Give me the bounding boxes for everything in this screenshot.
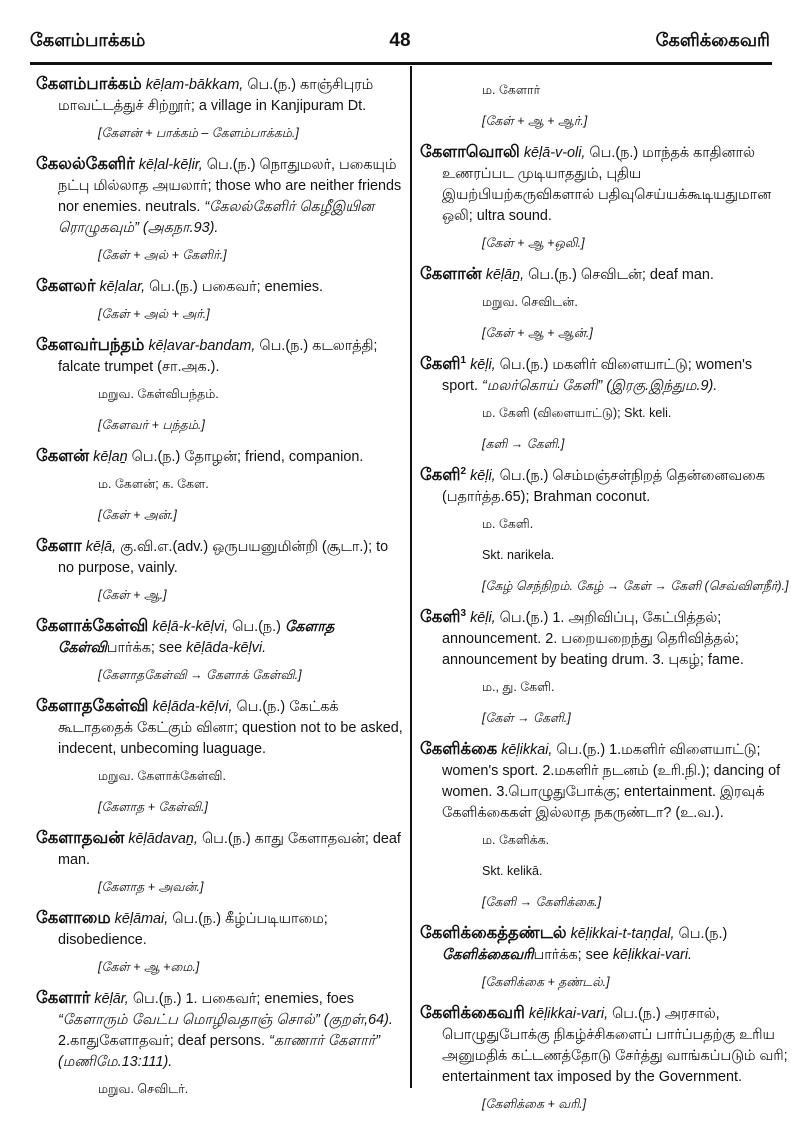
etymology: [கேள் + ஆ + ஆன்.] xyxy=(482,326,593,340)
cognates: ம., து. கேளி. xyxy=(482,680,555,694)
cross-reference-label: பார்க்க; see xyxy=(533,947,609,963)
cognates: மறுவ. கேளாக்கேள்வி. xyxy=(98,769,226,783)
transliteration: kēḷikkai-t-taṇḍal, xyxy=(570,926,675,942)
definition: பெ.(ந.) செம்மஞ்சள்நிறத் தென்னைவகை (பதார்த்த.65); Brahman coconut. xyxy=(442,468,765,505)
homonym-number: 2 xyxy=(460,466,467,478)
transliteration: kēḷalar, xyxy=(99,279,146,295)
definition: பெ.(ந.) தோழன்; friend, companion. xyxy=(131,449,364,465)
headword: கேளாதவன் xyxy=(36,829,125,847)
definition: பெ.(ந.) காது கேளாதவன்; deaf man. xyxy=(58,831,401,868)
dictionary-entry xyxy=(36,154,406,266)
definition: பெ.(ந.) 1.மகளிர் விளையாட்டு; women's sport. 2.மகளிர் நடனம் (உரி.நி.); dancing of women. 3.பொழுதுபோக்கு; entertainment. இரவுக் கேளிக்கைகள் இல்லாத நகருண்டா? (உ.வ.). xyxy=(442,742,781,821)
citation-quote-2: “காணார் கேளார்” (மணிமே.13:111). xyxy=(58,1033,381,1070)
dictionary-entry xyxy=(36,446,406,526)
etymology: [கேளாத + கேள்வி.] xyxy=(98,800,208,814)
citation-quote: “கேலல்கேளிர் கெழீஇயின ரொழுகவும்” xyxy=(58,199,375,236)
transliteration: kēḷaṉ xyxy=(93,449,128,465)
definition: பெ.(ந.) அரசால், பொழுதுபோக்கு நிகழ்ச்சிகளைப் பார்ப்பதற்கு உரிய அனுமதிக் கட்டணத்தோடு சேர்த்து வாங்கப்படும் வரி; entertainment tax imposed by the Government. xyxy=(442,1006,788,1085)
headword: கேளாவொலி xyxy=(420,143,520,161)
headword: கேளவர்பந்தம் xyxy=(36,336,145,354)
headword: கேளாக்கேள்வி xyxy=(36,617,149,635)
homonym-number: 3 xyxy=(460,608,467,620)
cognates: ம. கேளன்; க. கேள. xyxy=(98,477,209,491)
transliteration: kēḷār, xyxy=(94,991,129,1007)
transliteration: kēḷā, xyxy=(85,539,117,555)
definition: கு.வி.எ.(adv.) ஒருபயனுமின்றி (சூடா.); to no purpose, vainly. xyxy=(58,539,389,576)
etymology: [களி → கேளி.] xyxy=(482,437,565,451)
transliteration: kēḷā-v-oli, xyxy=(523,145,586,161)
definition: பெ.(ந.) 1. அறிவிப்பு, கேட்பித்தல்; announcement. 2. பறையறைந்து தெரிவித்தல்; announcement by beating drum. 3. புகழ்; fame. xyxy=(442,610,744,668)
headword: கேளாதகேள்வி xyxy=(36,697,149,715)
definition: பெ.(ந.) கீழ்ப்படியாமை; disobedience. xyxy=(58,911,328,948)
cognates: ம. கேளி. xyxy=(482,517,534,531)
dictionary-entry xyxy=(36,828,406,898)
dictionary-entry xyxy=(36,696,406,818)
cognates: மறுவ. செவிடன். xyxy=(482,295,578,309)
dictionary-entry xyxy=(420,354,790,455)
cognates: ம. கேளார் xyxy=(482,83,541,97)
dictionary-entry xyxy=(36,616,406,686)
headword: கேளா xyxy=(36,537,82,555)
cognates: மறுவ. செவிடர். xyxy=(98,1082,189,1096)
etymology: [கேள் + அன்.] xyxy=(98,508,177,522)
citation-ref: (அகநா.93). xyxy=(142,220,219,236)
headword: கேளி xyxy=(420,608,461,626)
cross-reference-translit: kēḷāda-kēḷvi. xyxy=(186,640,267,656)
dictionary-entry xyxy=(420,739,790,913)
cognates-sanskrit: Skt. kelikā. xyxy=(482,864,543,878)
headword: கேளிக்கைவரி xyxy=(420,1004,525,1022)
dictionary-entry xyxy=(36,335,406,436)
transliteration: kēḷādavaṉ, xyxy=(128,831,198,847)
etymology: [கேளன் + பாக்கம் – கேளம்பாக்கம்.] xyxy=(98,126,299,140)
homonym-number: 1 xyxy=(460,355,467,367)
citation-quote: “கேளாரும் வேட்ப மொழிவதாஞ் சொல்” xyxy=(58,1012,320,1028)
definition: பெ.(ந.) பகைவர்; enemies. xyxy=(149,279,324,295)
dictionary-entry xyxy=(420,465,790,597)
definition: பெ.(ந.) கேட்கக் கூடாததைக் கேட்கும் வினா; question not to be asked, indecent, unbecoming luaguage. xyxy=(58,699,403,757)
etymology: [கேளிக்கை + தண்டல்.] xyxy=(482,975,610,989)
page-header xyxy=(30,30,770,64)
etymology: [கேழ் செந்நிறம். கேழ் → கேள் → கேளி (செவ்விளநீர்).] xyxy=(482,579,789,593)
definition: பெ.(ந.) xyxy=(232,619,281,635)
headword: கேளார் xyxy=(36,989,91,1007)
header-right-guideword: கேளிக்கைவரி xyxy=(655,30,770,50)
headword: கேளலர் xyxy=(36,277,96,295)
headword: கேளி xyxy=(420,355,461,373)
dictionary-entry xyxy=(36,536,406,606)
headword: கேலல்கேளிர் xyxy=(36,155,135,173)
definition: பெ.(ந.) 1. பகைவர்; enemies, foes xyxy=(132,991,354,1007)
etymology: [கேளிக்கை + வரி.] xyxy=(482,1097,587,1111)
etymology: [கேள் + ஆ +மை.] xyxy=(98,960,200,974)
etymology: [கேள் + அல் + கேளிர்.] xyxy=(98,248,227,262)
definition-sense-2: 2.காதுகேளாதவர்; deaf persons. xyxy=(58,1033,265,1049)
definition: பெ.(ந.) மகளிர் விளையாட்டு; women's sport. xyxy=(442,357,753,394)
definition: பெ.(ந.) கடலாத்தி; falcate trumpet (சா.அக.). xyxy=(58,338,378,375)
headword: கேளிக்கைத்தண்டல் xyxy=(420,924,567,942)
dictionary-entry xyxy=(36,908,406,978)
transliteration: kēḷikkai, xyxy=(501,742,553,758)
headword: கேளன் xyxy=(36,447,90,465)
etymology: [கேளி → கேளிக்கை.] xyxy=(482,895,602,909)
dictionary-entry xyxy=(420,607,790,729)
right-column xyxy=(420,74,790,1125)
dictionary-entry xyxy=(420,1003,790,1115)
cognates: ம. கேளிக்க. xyxy=(482,833,550,847)
transliteration: kēḷam-bākkam, xyxy=(145,77,244,93)
dictionary-entry xyxy=(420,923,790,993)
headword: கேளி xyxy=(420,466,461,484)
headword: கேளிக்கை xyxy=(420,740,498,758)
header-rule xyxy=(30,62,772,65)
dictionary-entry xyxy=(420,264,790,344)
transliteration: kēḷikkai-vari, xyxy=(528,1006,609,1022)
citation-quote: “மலர்கொய் கேளி” xyxy=(482,378,603,394)
transliteration: kēḷi, xyxy=(470,468,496,484)
definition: பெ.(ந.) மாந்தக் காதினால் உணரப்பட முடியாததும், புதிய இயற்பியற்கருவிகளால் பதிவுசெய்யக்கூடியதுமான ஒலி; ultra sound. xyxy=(442,145,772,224)
definition: பெ.(ந.) காஞ்சிபுரம் மாவட்டத்துச் சிற்றூர்; a village in Kanjipuram Dt. xyxy=(58,77,374,114)
transliteration: kēḷi, xyxy=(470,357,496,373)
etymology: [கேளாதகேள்வி → கேளாக் கேள்வி.] xyxy=(98,668,302,682)
transliteration: kēḷavar-bandam, xyxy=(148,338,256,354)
etymology: [கேள் + ஆ.] xyxy=(98,588,167,602)
header-left-guideword: கேளம்பாக்கம் xyxy=(30,30,146,50)
citation-ref: (குறள்,64). xyxy=(323,1012,393,1028)
definition: பெ.(ந.) xyxy=(678,926,728,942)
dictionary-entry xyxy=(36,276,406,325)
headword: கேளாமை xyxy=(36,909,111,927)
definition: பெ.(ந.) நொதுமலர், பகையும் நட்பு மில்லாத அயலார்; those who are neither friends nor enemies. neutrals. xyxy=(58,157,402,215)
etymology: [கேளவர் + பந்தம்.] xyxy=(98,418,205,432)
cognates: மறுவ. கேள்விபந்தம். xyxy=(98,387,219,401)
column-divider xyxy=(410,66,412,1088)
left-column xyxy=(36,74,406,1110)
etymology: [கேள் → கேளி.] xyxy=(482,711,571,725)
transliteration: kēḷāda-kēḷvi, xyxy=(152,699,233,715)
cross-reference-label: பார்க்க; see xyxy=(106,640,183,656)
transliteration: kēḷā-k-kēḷvi, xyxy=(152,619,229,635)
headword: கேளான் xyxy=(420,265,482,283)
etymology: [கேள் + ஆ + ஆர்.] xyxy=(482,114,588,128)
definition: பெ.(ந.) செவிடன்; deaf man. xyxy=(528,267,714,283)
dictionary-entry xyxy=(36,74,406,144)
etymology: [கேள் + ஆ +ஒலி.] xyxy=(482,236,585,250)
dictionary-entry-continuation xyxy=(420,80,790,132)
transliteration: kēḷāṉ, xyxy=(485,267,525,283)
cognates: ம. கேளி (விளையாட்டு); Skt. keli. xyxy=(482,406,672,420)
transliteration: kēḷāmai, xyxy=(114,911,169,927)
cognates-sanskrit: Skt. narikela. xyxy=(482,548,555,562)
transliteration: kēḷal-kēḷir, xyxy=(138,157,203,173)
transliteration: kēḷi, xyxy=(470,610,496,626)
cross-reference: கேளிக்கைவரி xyxy=(442,947,534,963)
cross-reference: கேளாத கேள்வி xyxy=(58,619,335,656)
headword: கேளம்பாக்கம் xyxy=(36,75,142,93)
cross-reference-translit: kēḷikkai-vari. xyxy=(612,947,693,963)
etymology: [கேள் + அல் + அர்.] xyxy=(98,307,210,321)
citation-ref: (இரகு.இந்தும.9). xyxy=(606,378,718,394)
etymology: [கேளாத + அவன்.] xyxy=(98,880,204,894)
dictionary-entry xyxy=(36,988,406,1100)
page-number: 48 xyxy=(389,30,411,51)
dictionary-entry xyxy=(420,142,790,254)
